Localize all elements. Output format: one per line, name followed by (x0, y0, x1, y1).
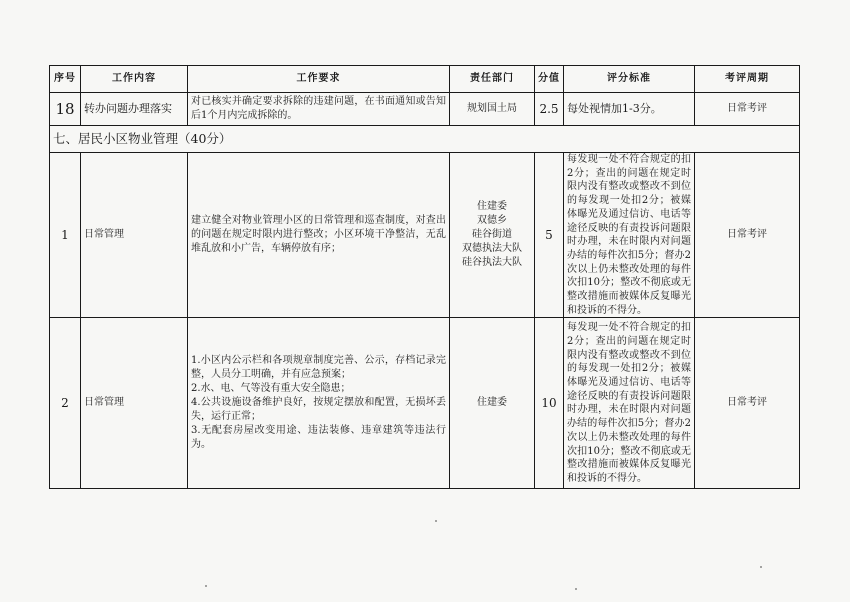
row-criteria: 每发现一处不符合规定的扣2分；查出的问题在规定时限内没有整改或整改不到位的每发现一处扣2分；被媒体曝光及通过信访、电话等途径反映的有责投诉问题限时办理，未在时限内对问题办结的每件次扣5分；督办2次以上仍未整改处理的每件次扣10分；整改不彻底或无整改措施而被媒体反复曝光和投诉的不得分。 (564, 153, 695, 318)
table-row (50, 318, 800, 489)
row-criteria: 每发现一处不符合规定的扣2分；查出的问题在规定时限内没有整改或整改不到位的每发现一处扣2分；被媒体曝光及通过信访、电话等途径反映的有责投诉问题限时办理，未在时限内对问题办结的每件次扣5分；督办2次以上仍未整改处理的每件次扣10分；整改不彻底或无整改措施而被媒体反复曝光和投诉的不得分。 (564, 318, 695, 489)
row-score: 10 (535, 318, 564, 489)
scan-speck (205, 585, 207, 587)
row-score: 5 (535, 153, 564, 318)
header-content: 工作内容 (81, 66, 188, 93)
row-seq: 18 (50, 93, 81, 126)
row-seq: 1 (50, 153, 81, 318)
section-title: 七、居民小区物业管理（40分） (50, 126, 800, 153)
row-seq: 2 (50, 318, 81, 489)
scan-speck (760, 566, 762, 568)
table-row (50, 153, 800, 318)
header-row (50, 66, 800, 93)
row-dept: 住建委 双德乡 硅谷街道 双德执法大队 硅谷执法大队 (450, 153, 535, 318)
table-row (50, 93, 800, 126)
row-dept: 规划国土局 (450, 93, 535, 126)
header-criteria: 评分标准 (564, 66, 695, 93)
header-seq: 序号 (50, 66, 81, 93)
row-requirement: 对已核实并确定要求拆除的违建问题，在书面通知或告知后1个月内完成拆除的。 (188, 93, 450, 126)
row-period: 日常考评 (695, 318, 800, 489)
header-dept: 责任部门 (450, 66, 535, 93)
row-criteria: 每处视情加1-3分。 (564, 93, 695, 126)
header-period: 考评周期 (695, 66, 800, 93)
scan-speck (575, 588, 577, 590)
row-dept: 住建委 (450, 318, 535, 489)
header-score: 分值 (535, 66, 564, 93)
row-requirement: 1.小区内公示栏和各项规章制度完善、公示，存档记录完整，人员分工明确，并有应急预案； 2.水、电、气等没有重大安全隐患； 4.公共设施设备维护良好，按规定摆放和配置，无损坏丢失，运行正常； 3.无配套房屋改变用途、违法装修、违章建筑等违法行为。 (188, 318, 450, 489)
row-content: 日常管理 (81, 318, 188, 489)
section-row (50, 126, 800, 153)
evaluation-table (49, 65, 800, 489)
row-content: 转办问题办理落实 (81, 93, 188, 126)
row-period: 日常考评 (695, 153, 800, 318)
row-score: 2.5 (535, 93, 564, 126)
scan-speck (435, 520, 437, 522)
row-requirement: 建立健全对物业管理小区的日常管理和巡查制度，对查出的问题在规定时限内进行整改；小区环境干净整洁，无乱堆乱放和小广告，车辆停放有序； (188, 153, 450, 318)
row-content: 日常管理 (81, 153, 188, 318)
header-requirement: 工作要求 (188, 66, 450, 93)
row-period: 日常考评 (695, 93, 800, 126)
